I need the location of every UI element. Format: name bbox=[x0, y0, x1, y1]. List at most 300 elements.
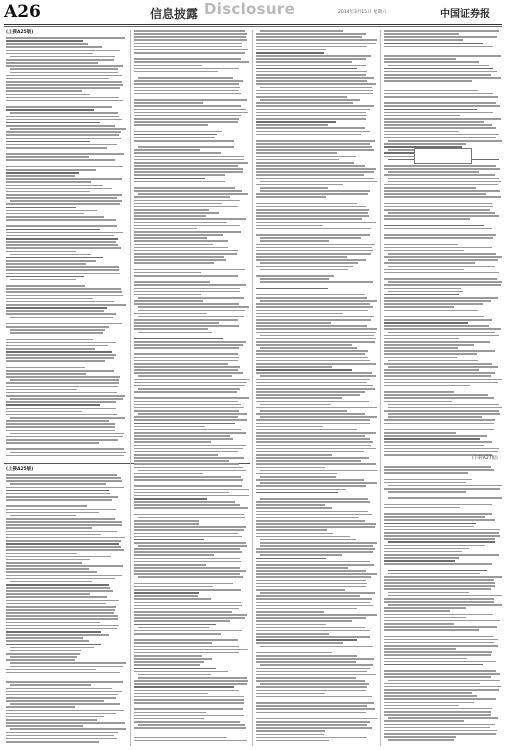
text-line bbox=[138, 677, 247, 679]
text-line bbox=[134, 727, 246, 729]
text-line bbox=[134, 174, 225, 176]
text-line bbox=[6, 606, 116, 608]
text-line bbox=[6, 499, 112, 501]
text-line bbox=[6, 455, 124, 457]
text-line bbox=[388, 266, 495, 268]
text-line bbox=[134, 696, 244, 698]
text-line bbox=[134, 347, 239, 349]
text-line bbox=[6, 323, 122, 325]
text-line bbox=[134, 237, 207, 239]
text-line bbox=[256, 259, 366, 261]
text-line bbox=[134, 529, 244, 531]
text-line bbox=[6, 571, 97, 573]
text-line bbox=[134, 222, 227, 224]
column-separator bbox=[130, 30, 131, 746]
text-line bbox=[388, 407, 502, 409]
text-line bbox=[6, 232, 123, 234]
text-line bbox=[134, 109, 246, 111]
text-line bbox=[134, 737, 227, 739]
text-line bbox=[384, 313, 482, 315]
text-line bbox=[256, 212, 368, 214]
text-line bbox=[384, 244, 458, 246]
text-line bbox=[6, 185, 103, 187]
text-line bbox=[6, 364, 102, 366]
text-line bbox=[256, 391, 365, 393]
text-line bbox=[134, 259, 226, 261]
text-line bbox=[6, 534, 101, 536]
text-line bbox=[134, 740, 247, 742]
text-line bbox=[256, 178, 374, 180]
text-line bbox=[388, 332, 495, 334]
text-line bbox=[134, 231, 241, 233]
text-line bbox=[6, 584, 109, 586]
text-line bbox=[384, 193, 486, 195]
text-line bbox=[6, 153, 124, 155]
text-line bbox=[384, 588, 491, 590]
text-line bbox=[134, 74, 221, 76]
text-line bbox=[134, 360, 238, 362]
text-line bbox=[388, 212, 495, 214]
text-line bbox=[134, 71, 218, 73]
text-line bbox=[6, 411, 82, 413]
text-line bbox=[6, 295, 123, 297]
text-line bbox=[6, 266, 119, 268]
text-line bbox=[6, 229, 100, 231]
text-line bbox=[384, 93, 493, 95]
text-line bbox=[384, 642, 494, 644]
text-line bbox=[134, 156, 244, 158]
text-line bbox=[256, 77, 374, 79]
text-line bbox=[134, 83, 239, 85]
text-line bbox=[6, 640, 89, 642]
text-line bbox=[256, 463, 376, 465]
text-line bbox=[260, 554, 342, 556]
text-line bbox=[256, 121, 336, 123]
text-line bbox=[6, 46, 102, 48]
text-line bbox=[134, 43, 242, 45]
text-line bbox=[6, 490, 109, 492]
text-line bbox=[384, 479, 472, 481]
text-line bbox=[256, 573, 377, 575]
text-line bbox=[256, 52, 324, 54]
text-line bbox=[134, 448, 243, 450]
text-line bbox=[260, 470, 377, 472]
text-line bbox=[6, 175, 75, 177]
text-line bbox=[134, 734, 221, 736]
text-line bbox=[388, 573, 480, 575]
text-line bbox=[384, 338, 459, 340]
text-line bbox=[384, 131, 459, 133]
text-line bbox=[384, 96, 498, 98]
text-line bbox=[256, 658, 374, 660]
text-line bbox=[6, 357, 114, 359]
text-line bbox=[256, 435, 365, 437]
text-line bbox=[384, 535, 500, 537]
text-line bbox=[384, 617, 466, 619]
text-line bbox=[134, 131, 222, 133]
text-line bbox=[384, 262, 475, 264]
text-line bbox=[134, 580, 236, 582]
text-line bbox=[256, 200, 363, 202]
text-line bbox=[256, 253, 371, 255]
text-line bbox=[256, 451, 364, 453]
text-line bbox=[134, 206, 238, 208]
text-line bbox=[6, 669, 96, 671]
text-line bbox=[256, 438, 370, 440]
text-line bbox=[134, 602, 241, 604]
text-line bbox=[134, 247, 228, 249]
text-line bbox=[10, 433, 124, 435]
text-line bbox=[256, 174, 364, 176]
text-line bbox=[256, 448, 376, 450]
text-line bbox=[384, 607, 466, 609]
text-line bbox=[6, 694, 118, 696]
text-line bbox=[256, 712, 366, 714]
text-line bbox=[134, 372, 243, 374]
text-line bbox=[134, 451, 238, 453]
text-line bbox=[384, 46, 493, 48]
text-line bbox=[134, 407, 244, 409]
text-line bbox=[384, 68, 493, 70]
text-line bbox=[388, 717, 498, 719]
text-line bbox=[134, 630, 242, 632]
text-line bbox=[6, 722, 125, 724]
newspaper-masthead: 中国证券报 bbox=[440, 9, 490, 20]
text-line bbox=[256, 533, 333, 535]
text-line bbox=[134, 639, 238, 641]
text-line bbox=[256, 234, 370, 236]
text-line bbox=[10, 684, 91, 686]
text-line bbox=[134, 112, 248, 114]
text-line bbox=[134, 357, 239, 359]
text-line bbox=[134, 708, 243, 710]
text-line bbox=[134, 322, 219, 324]
text-line bbox=[260, 87, 372, 89]
text-line bbox=[134, 611, 232, 613]
text-line bbox=[256, 140, 375, 142]
text-line bbox=[134, 501, 235, 503]
text-line bbox=[138, 627, 209, 629]
text-line bbox=[134, 416, 238, 418]
text-line bbox=[384, 708, 492, 710]
text-line bbox=[256, 523, 376, 525]
text-line bbox=[134, 570, 246, 572]
text-line bbox=[388, 604, 502, 606]
text-line bbox=[134, 385, 245, 387]
text-line bbox=[256, 671, 367, 673]
text-line bbox=[134, 143, 202, 145]
text-line bbox=[384, 705, 459, 707]
text-line bbox=[134, 404, 241, 406]
page-header bbox=[0, 0, 506, 26]
text-line bbox=[384, 385, 470, 387]
text-line bbox=[256, 109, 370, 111]
text-line bbox=[134, 328, 208, 330]
text-line bbox=[134, 608, 239, 610]
text-line bbox=[256, 357, 368, 359]
text-line bbox=[384, 689, 499, 691]
text-line bbox=[134, 473, 203, 475]
text-line bbox=[6, 219, 116, 221]
text-line bbox=[384, 629, 479, 631]
text-line bbox=[384, 165, 496, 167]
text-line bbox=[6, 653, 80, 655]
text-line bbox=[6, 370, 114, 372]
text-line bbox=[256, 149, 374, 151]
text-line bbox=[256, 595, 360, 597]
text-line bbox=[10, 666, 123, 668]
text-line bbox=[6, 546, 121, 548]
text-line bbox=[134, 121, 238, 123]
text-line bbox=[6, 313, 116, 315]
text-line bbox=[134, 350, 206, 352]
text-line bbox=[134, 690, 239, 692]
text-line bbox=[134, 61, 249, 63]
text-line bbox=[134, 209, 209, 211]
text-line bbox=[134, 391, 237, 393]
text-line bbox=[384, 538, 495, 540]
text-line bbox=[134, 702, 244, 704]
text-line bbox=[134, 363, 228, 365]
text-line bbox=[384, 357, 457, 359]
text-line bbox=[384, 209, 490, 211]
text-line bbox=[256, 708, 375, 710]
text-column-4-bottom bbox=[384, 466, 502, 746]
text-line bbox=[384, 196, 501, 198]
text-line bbox=[134, 159, 244, 161]
text-line bbox=[6, 172, 79, 174]
page-number: A26 bbox=[4, 2, 41, 22]
text-line bbox=[256, 250, 373, 252]
text-line bbox=[6, 527, 92, 529]
text-line bbox=[134, 379, 249, 381]
text-line bbox=[138, 724, 245, 726]
text-line bbox=[256, 131, 370, 133]
text-line bbox=[6, 203, 120, 205]
text-line bbox=[6, 404, 100, 406]
text-line bbox=[388, 253, 496, 255]
text-line bbox=[134, 554, 214, 556]
text-line bbox=[384, 187, 476, 189]
text-line bbox=[260, 404, 331, 406]
text-line bbox=[384, 651, 492, 653]
text-line bbox=[384, 39, 463, 41]
text-line bbox=[256, 55, 371, 57]
text-line bbox=[134, 275, 238, 277]
text-line bbox=[384, 626, 497, 628]
text-line bbox=[256, 46, 367, 48]
text-line bbox=[134, 313, 207, 315]
text-line bbox=[384, 698, 496, 700]
text-line bbox=[256, 310, 368, 312]
text-line bbox=[388, 595, 502, 597]
text-line bbox=[6, 395, 125, 397]
text-line bbox=[384, 391, 454, 393]
text-line bbox=[256, 96, 347, 98]
text-line bbox=[6, 426, 115, 428]
text-line bbox=[256, 379, 370, 381]
text-line bbox=[384, 341, 490, 343]
text-line bbox=[134, 693, 208, 695]
text-line bbox=[6, 420, 109, 422]
text-line bbox=[384, 33, 459, 35]
text-line bbox=[6, 600, 119, 602]
text-line bbox=[384, 49, 466, 51]
text-line bbox=[134, 514, 244, 516]
text-line bbox=[134, 671, 228, 673]
text-line bbox=[6, 430, 115, 432]
text-line bbox=[384, 218, 470, 220]
text-line bbox=[138, 674, 211, 676]
text-line bbox=[6, 241, 116, 243]
text-line bbox=[384, 87, 468, 89]
text-line bbox=[384, 451, 498, 453]
text-line bbox=[6, 50, 120, 52]
text-line bbox=[134, 642, 212, 644]
text-line bbox=[6, 354, 116, 356]
text-line bbox=[134, 721, 240, 723]
text-line bbox=[138, 306, 249, 308]
text-line bbox=[6, 194, 122, 196]
text-line bbox=[6, 213, 84, 215]
text-line bbox=[6, 524, 122, 526]
text-line bbox=[6, 531, 117, 533]
text-line bbox=[6, 741, 99, 743]
text-line bbox=[6, 423, 115, 425]
text-line bbox=[134, 165, 238, 167]
text-line bbox=[384, 256, 502, 258]
text-line bbox=[256, 313, 343, 315]
text-line bbox=[384, 410, 499, 412]
text-line bbox=[260, 187, 328, 189]
text-line bbox=[256, 602, 370, 604]
text-line bbox=[384, 620, 500, 622]
text-line bbox=[256, 504, 325, 506]
text-line bbox=[138, 545, 247, 547]
text-line bbox=[6, 216, 104, 218]
text-line bbox=[384, 432, 456, 434]
text-line bbox=[10, 703, 120, 705]
text-line bbox=[256, 353, 365, 355]
text-line bbox=[134, 401, 238, 403]
text-line bbox=[10, 662, 126, 664]
text-line bbox=[134, 489, 249, 491]
text-line bbox=[388, 416, 482, 418]
text-line bbox=[6, 587, 110, 589]
text-line bbox=[6, 615, 118, 617]
text-line bbox=[388, 404, 499, 406]
text-line bbox=[138, 413, 247, 415]
text-line bbox=[384, 300, 491, 302]
text-line bbox=[134, 68, 239, 70]
text-line bbox=[384, 563, 492, 565]
text-line bbox=[384, 488, 500, 490]
text-line bbox=[256, 652, 332, 654]
text-line bbox=[6, 263, 86, 265]
text-line bbox=[260, 498, 368, 500]
text-line bbox=[256, 203, 357, 205]
text-line bbox=[260, 30, 343, 32]
text-line bbox=[256, 388, 375, 390]
text-line bbox=[256, 366, 332, 368]
text-line bbox=[256, 93, 373, 95]
text-line bbox=[260, 539, 356, 541]
text-line bbox=[260, 281, 373, 283]
text-line bbox=[134, 536, 242, 538]
text-line bbox=[384, 394, 488, 396]
text-line bbox=[134, 712, 206, 714]
text-line bbox=[384, 388, 486, 390]
text-line bbox=[6, 43, 88, 45]
text-line bbox=[384, 200, 475, 202]
text-line bbox=[260, 335, 374, 337]
text-line bbox=[256, 231, 364, 233]
text-line bbox=[384, 99, 460, 101]
text-line bbox=[6, 518, 115, 520]
text-line bbox=[134, 652, 239, 654]
text-line bbox=[256, 43, 376, 45]
text-line bbox=[10, 581, 92, 583]
text-line bbox=[260, 99, 360, 101]
text-line bbox=[6, 348, 95, 350]
text-line bbox=[134, 633, 221, 635]
text-line bbox=[6, 493, 110, 495]
text-line bbox=[134, 184, 214, 186]
text-line bbox=[134, 492, 229, 494]
text-line bbox=[134, 46, 242, 48]
text-line bbox=[134, 269, 245, 271]
text-line bbox=[134, 620, 230, 622]
text-line bbox=[6, 225, 117, 227]
text-line bbox=[388, 222, 484, 224]
text-line bbox=[6, 634, 109, 636]
text-line bbox=[384, 711, 491, 713]
text-line bbox=[6, 543, 119, 545]
text-line bbox=[384, 284, 501, 286]
text-line bbox=[384, 319, 492, 321]
text-line bbox=[134, 520, 199, 522]
text-line bbox=[6, 732, 118, 734]
text-line bbox=[384, 401, 452, 403]
text-line bbox=[384, 516, 485, 518]
text-line bbox=[256, 341, 375, 343]
text-line bbox=[260, 278, 329, 280]
text-line bbox=[384, 203, 492, 205]
text-line bbox=[134, 353, 238, 355]
text-line bbox=[256, 426, 323, 428]
text-line bbox=[384, 375, 491, 377]
text-line bbox=[384, 335, 499, 337]
text-line bbox=[256, 146, 372, 148]
text-line bbox=[256, 649, 359, 651]
text-line bbox=[384, 623, 454, 625]
text-line bbox=[384, 585, 495, 587]
text-line bbox=[384, 306, 454, 308]
text-line bbox=[138, 388, 240, 390]
text-line bbox=[384, 363, 492, 365]
text-line bbox=[134, 715, 244, 717]
text-line bbox=[6, 75, 122, 77]
text-line bbox=[384, 727, 490, 729]
text-line bbox=[256, 567, 348, 569]
text-line bbox=[388, 413, 500, 415]
text-line bbox=[256, 702, 374, 704]
text-line bbox=[256, 112, 366, 114]
text-line bbox=[388, 291, 463, 293]
text-line bbox=[6, 269, 119, 271]
text-line bbox=[384, 554, 499, 556]
text-line bbox=[6, 109, 94, 111]
